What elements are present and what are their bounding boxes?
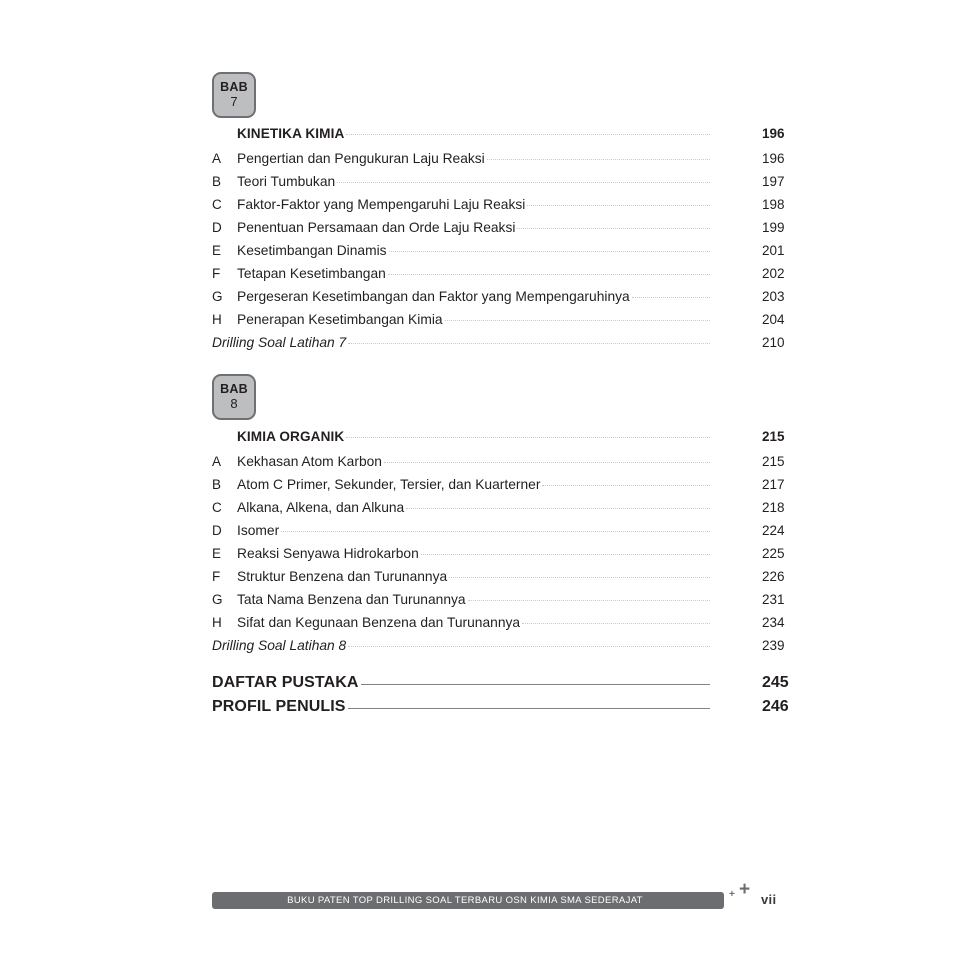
leader-dots <box>632 296 710 298</box>
leader-dots <box>348 645 710 647</box>
toc-title: Struktur Benzena dan Turunannya <box>237 569 448 584</box>
toc-section-back-matter <box>212 674 789 722</box>
bab-badge <box>212 72 256 118</box>
toc-chapter-heading[interactable]: KINETIKA KIMIA 196 <box>237 126 785 141</box>
bab-label: BAB <box>220 80 248 95</box>
toc-letter: D <box>212 220 222 235</box>
toc-entry[interactable]: E Kesetimbangan Dinamis 201 <box>212 243 785 258</box>
toc-letter: E <box>212 546 222 561</box>
leader-dots <box>388 273 710 275</box>
toc-entry[interactable]: D Isomer 224 <box>212 523 785 538</box>
toc-title: Atom C Primer, Sekunder, Tersier, dan Kuarterner <box>237 477 541 492</box>
toc-title: Penerapan Kesetimbangan Kimia <box>237 312 443 327</box>
toc-entry[interactable]: C Alkana, Alkena, dan Alkuna 218 <box>212 500 785 515</box>
toc-letter: C <box>212 500 222 515</box>
toc-letter: F <box>212 266 221 281</box>
toc-title: Tata Nama Benzena dan Turunannya <box>237 592 466 607</box>
toc-letter: A <box>212 454 222 469</box>
toc-letter: G <box>212 592 223 607</box>
toc-drilling-entry[interactable]: Drilling Soal Latihan 7 210 <box>212 335 785 350</box>
toc-entry[interactable]: H Penerapan Kesetimbangan Kimia 204 <box>212 312 785 327</box>
leader-rule <box>361 683 710 685</box>
toc-entry[interactable]: F Struktur Benzena dan Turunannya 226 <box>212 569 785 584</box>
bab-badge <box>212 374 256 420</box>
toc-title: Alkana, Alkena, dan Alkuna <box>237 500 405 515</box>
toc-section-chapter-7 <box>212 126 785 358</box>
leader-dots <box>337 181 710 183</box>
leader-dots <box>449 576 710 578</box>
toc-title: Drilling Soal Latihan 8 <box>212 638 347 653</box>
toc-title: PROFIL PENULIS <box>212 698 346 715</box>
toc-entry[interactable]: C Faktor-Faktor yang Mempengaruhi Laju Reaksi 198 <box>212 197 785 212</box>
leader-dots <box>517 227 710 229</box>
toc-title: Pengertian dan Pengukuran Laju Reaksi <box>237 151 485 166</box>
leader-dots <box>522 622 710 624</box>
chapter-badge-7 <box>212 72 256 118</box>
leader-dots <box>389 250 710 252</box>
toc-entry[interactable]: G Tata Nama Benzena dan Turunannya 231 <box>212 592 785 607</box>
toc-title: Tetapan Kesetimbangan <box>237 266 386 281</box>
leader-dots <box>487 158 710 160</box>
toc-entry[interactable]: A Pengertian dan Pengukuran Laju Reaksi 196 <box>212 151 785 166</box>
bab-label: BAB <box>220 382 248 397</box>
toc-title: Sifat dan Kegunaan Benzena dan Turunannya <box>237 615 521 630</box>
toc-letter: F <box>212 569 221 584</box>
toc-entry[interactable]: E Reaksi Senyawa Hidrokarbon 225 <box>212 546 785 561</box>
toc-entry[interactable]: D Penentuan Persamaan dan Orde Laju Reaksi 199 <box>212 220 785 235</box>
toc-entry[interactable]: B Teori Tumbukan 197 <box>212 174 785 189</box>
page-footer <box>212 879 777 932</box>
toc-chapter-heading[interactable]: KIMIA ORGANIK 215 <box>237 429 785 444</box>
leader-dots <box>281 530 710 532</box>
toc-entry[interactable]: G Pergeseran Kesetimbangan dan Faktor yang Mempengaruhinya 203 <box>212 289 785 304</box>
plus-small-icon: + <box>729 889 735 900</box>
toc-title: Faktor-Faktor yang Mempengaruhi Laju Reaksi <box>237 197 526 212</box>
toc-title: Kesetimbangan Dinamis <box>237 243 387 258</box>
toc-letter: H <box>212 312 222 327</box>
leader-dots <box>445 319 710 321</box>
toc-letter: C <box>212 197 222 212</box>
leader-dots <box>348 342 710 344</box>
toc-title: Isomer <box>237 523 280 538</box>
toc-entry[interactable]: A Kekhasan Atom Karbon 215 <box>212 454 785 469</box>
leader-dots <box>346 133 710 135</box>
toc-entry[interactable]: F Tetapan Kesetimbangan 202 <box>212 266 785 281</box>
leader-dots <box>406 507 710 509</box>
toc-letter: H <box>212 615 222 630</box>
toc-letter: G <box>212 289 223 304</box>
toc-title: KINETIKA KIMIA <box>237 126 345 141</box>
toc-title: Kekhasan Atom Karbon <box>237 454 382 469</box>
leader-dots <box>468 599 710 601</box>
toc-entry-daftar-pustaka[interactable]: DAFTAR PUSTAKA 245 <box>212 674 789 691</box>
leader-dots <box>384 461 710 463</box>
toc-title: Penentuan Persamaan dan Orde Laju Reaksi <box>237 220 516 235</box>
toc-entry[interactable]: B Atom C Primer, Sekunder, Tersier, dan Kuarterner 217 <box>212 477 785 492</box>
plus-large-icon: + <box>739 879 751 900</box>
toc-title: DAFTAR PUSTAKA <box>212 674 359 691</box>
toc-letter: E <box>212 243 222 258</box>
toc-section-chapter-8 <box>212 429 785 661</box>
toc-title: KIMIA ORGANIK <box>237 429 345 444</box>
toc-title: Pergeseran Kesetimbangan dan Faktor yang Mempengaruhinya <box>237 289 630 304</box>
leader-dots <box>527 204 710 206</box>
chapter-badge-8 <box>212 374 256 420</box>
page-folio-number: vii <box>761 892 777 907</box>
bab-number: 8 <box>230 395 238 411</box>
leader-dots <box>346 436 710 438</box>
toc-entry[interactable]: H Sifat dan Kegunaan Benzena dan Turunannya 234 <box>212 615 785 630</box>
footer-banner: BUKU PATEN TOP DRILLING SOAL TERBARU OSN KIMIA SMA SEDERAJAT <box>212 892 724 909</box>
toc-title: Drilling Soal Latihan 7 <box>212 335 347 350</box>
toc-title: Reaksi Senyawa Hidrokarbon <box>237 546 419 561</box>
leader-rule <box>348 707 710 709</box>
toc-letter: B <box>212 174 222 189</box>
toc-drilling-entry[interactable]: Drilling Soal Latihan 8 239 <box>212 638 785 653</box>
toc-letter: A <box>212 151 222 166</box>
toc-entry-profil-penulis[interactable]: PROFIL PENULIS 246 <box>212 698 789 715</box>
toc-title: Teori Tumbukan <box>237 174 336 189</box>
leader-dots <box>542 484 710 486</box>
bab-number: 7 <box>230 93 238 109</box>
toc-letter: D <box>212 523 222 538</box>
leader-dots <box>421 553 710 555</box>
toc-letter: B <box>212 477 222 492</box>
